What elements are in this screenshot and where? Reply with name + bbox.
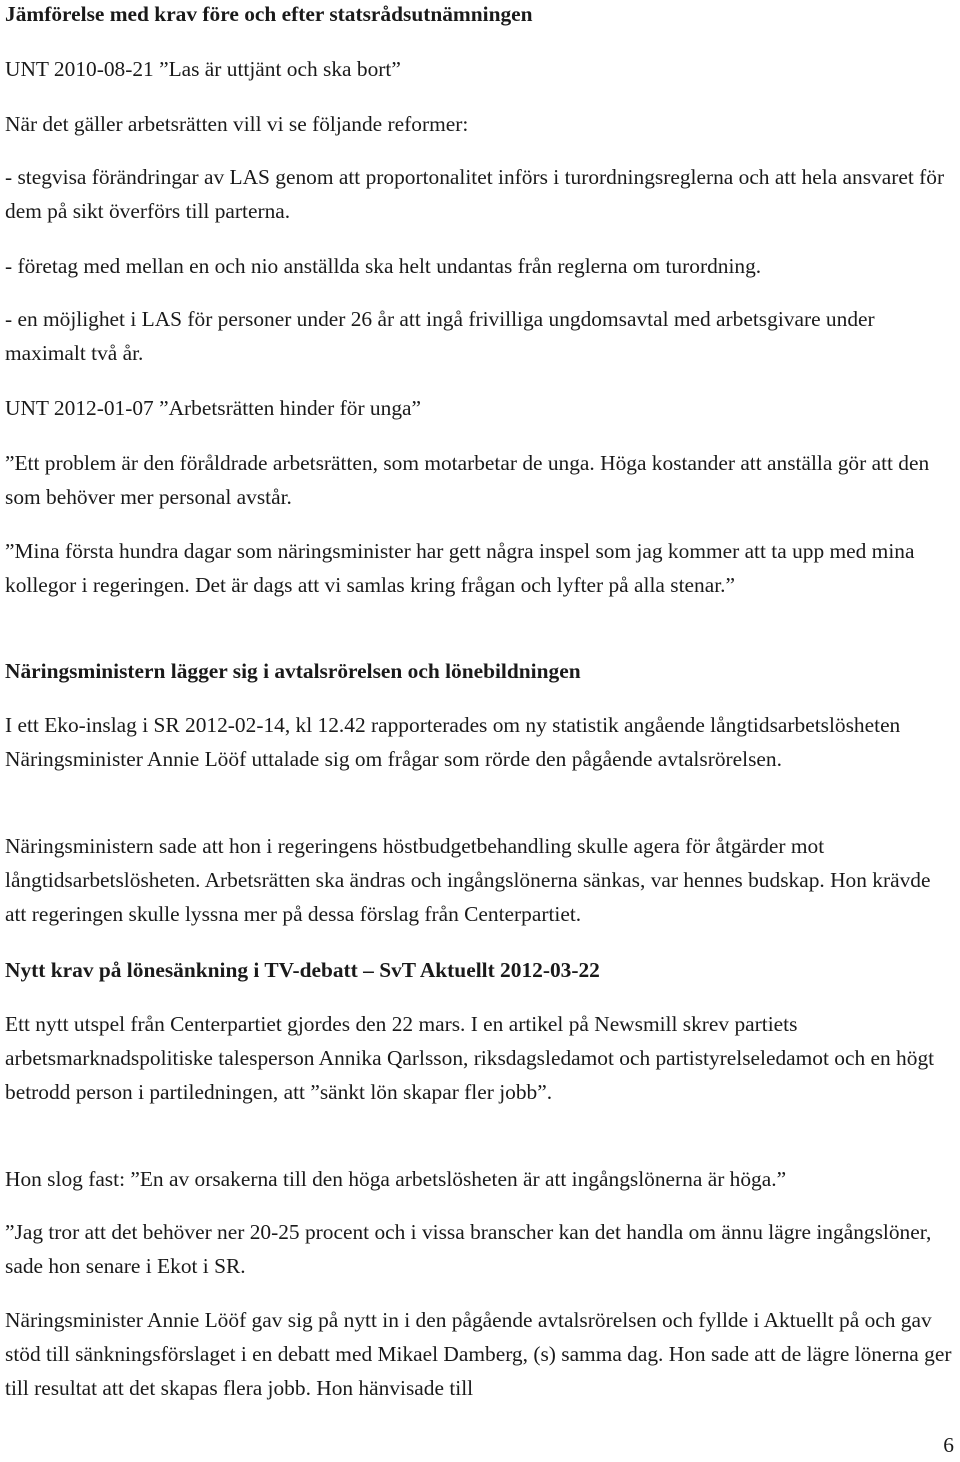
paragraph-reforms-intro: När det gäller arbetsrätten vill vi se följande reformer: [5,112,469,136]
paragraph-youth-agreements: - en möjlighet i LAS för personer under 26 år att ingå frivilliga ungdomsavtal med arbetsgivare under maximalt två år. [5,307,875,365]
paragraph-unt-2012: UNT 2012-01-07 ”Arbetsrätten hinder för unga” [5,396,421,420]
paragraph-las-changes: - stegvisa förändringar av LAS genom att proportonalitet införs i turordningsreglerna och att hela ansvaret för dem på sikt överförs till parterna. [5,165,945,223]
paragraph-unt-2010: UNT 2010-08-21 ”Las är uttjänt och ska bort” [5,57,401,81]
paragraph-eko-report: I ett Eko-inslag i SR 2012-02-14, kl 12.42 rapporterades om ny statistik angående långtidsarbetslösheten Näringsminister Annie Lööf uttalade sig om frågar som rörde den pågående avtalsrörelsen. [5,713,901,771]
quote-outdated-labor-law: ”Ett problem är den föråldrade arbetsrätten, som motarbetar de unga. Höga kostander att anställa gör att den som behöver mer personal avstår. [5,451,930,509]
paragraph-minister-debate: Näringsminister Annie Lööf gav sig på nytt in i den pågående avtalsrörelsen och fyllde i Aktuellt på och gav stöd till sänkningsförslaget i en debatt med Mikael Damberg, (s) samma dag. Hon sade att de lägre lönerna ger till resultat att det skapas flera jobb. Hon hänvisade till [5,1308,952,1400]
paragraph-budget-statement: Näringsministern sade att hon i regeringens höstbudgetbehandling skulle agera för åtgärder mot långtidsarbetslösheten. Arbetsrätten ska ändras och ingångslönerna sänkas, var hennes budskap. Hon krävde att regeringen skulle lyssna mer på dessa förslag från Centerpartiet. [5,834,931,926]
page-number: 6 [943,1433,954,1457]
paragraph-centerpartiet-proposal: Ett nytt utspel från Centerpartiet gjordes den 22 mars. I en artikel på Newsmill skrev partiets arbetsmarknadspolitiske talesperson Annika Qarlsson, riksdagsledamot och partistyrelseledamot och en högt betrodd person i partiledningen, att ”sänkt lön skapar fler jobb”. [5,1012,935,1104]
paragraph-entry-wages-quote: Hon slog fast: ”En av orsakerna till den höga arbetslösheten är att ingångslönerna är höga.” [5,1167,787,1191]
paragraph-wage-cut-quote: ”Jag tror att det behöver ner 20-25 procent och i vissa branscher kan det handla om ännu lägre ingångslöner, sade hon senare i Ekot i SR. [5,1220,932,1278]
quote-first-hundred-days: ”Mina första hundra dagar som näringsminister har gett några inspel som jag kommer att ta upp med mina kollegor i regeringen. Det är dags att vi samlas kring frågan och lyfter på alla stenar.” [5,539,915,597]
heading-tv-debate: Nytt krav på lönesänkning i TV-debatt – SvT Aktuellt 2012-03-22 [5,958,600,982]
heading-comparison: Jämförelse med krav före och efter statsrådsutnämningen [5,2,533,26]
paragraph-small-companies: - företag med mellan en och nio anställda ska helt undantas från reglerna om turordning. [5,254,762,278]
heading-wage-negotiations: Näringsministern lägger sig i avtalsrörelsen och lönebildningen [5,659,581,683]
